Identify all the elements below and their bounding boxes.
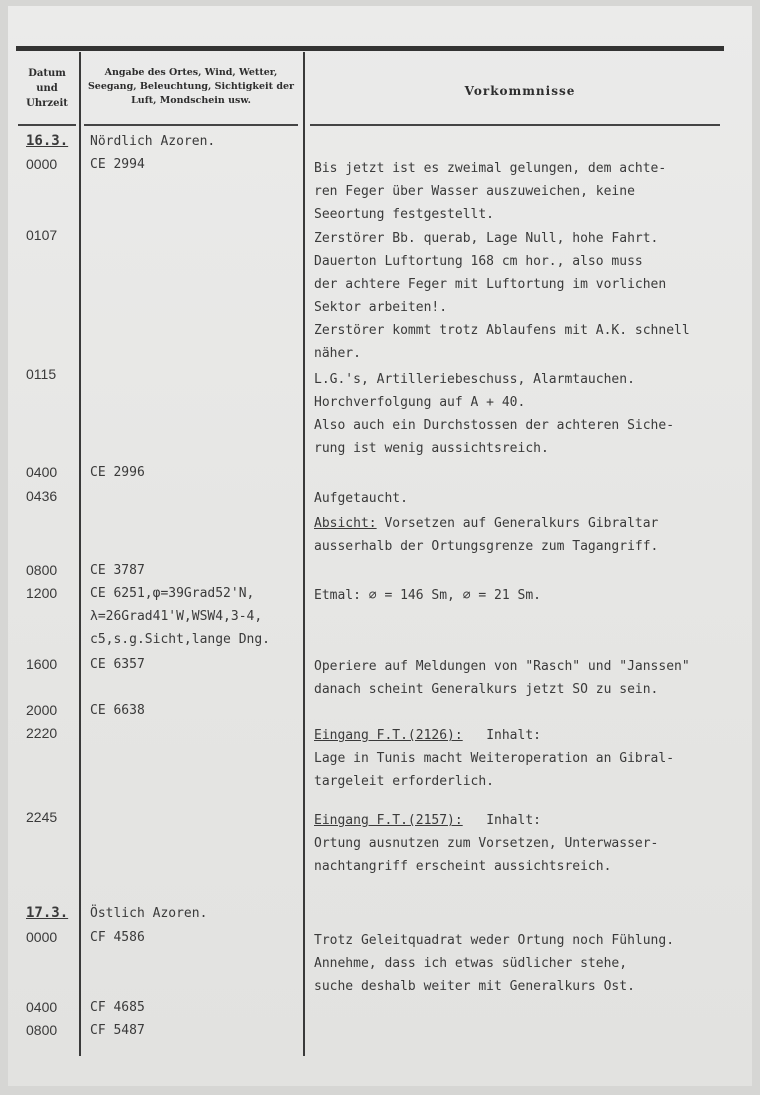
header-underline-place: [84, 124, 298, 126]
entry-text-line: Etmal: ∅ = 146 Sm, ∅ = 21 Sm.: [314, 588, 541, 603]
incoming-label: Eingang F.T.(2126):: [314, 728, 463, 743]
entry-text-line: ausserhalb der Ortungsgrenze zum Tagangriff.: [314, 539, 659, 554]
entry-time: 2220: [26, 725, 58, 741]
entry-time: 0000: [26, 156, 58, 172]
entry-time: 0400: [26, 464, 58, 480]
entry-location: CE 2996: [90, 465, 145, 480]
entry-location: CF 4685: [90, 1000, 145, 1015]
entry-location: CF 4586: [90, 930, 145, 945]
entry-time: 2000: [26, 702, 58, 718]
entry-text-line: Dauerton Luftortung 168 cm hor., also muss: [314, 254, 643, 269]
entry-text-line: Bis jetzt ist es zweimal gelungen, dem achte-: [314, 161, 667, 176]
incoming-label: Eingang F.T.(2157):: [314, 813, 463, 828]
entry-time: 0115: [26, 366, 57, 382]
entry-location: c5,s.g.Sicht,lange Dng.: [90, 632, 271, 647]
top-rule: [16, 46, 724, 51]
entry-location: CE 2994: [90, 157, 145, 172]
entry-location: CE 6357: [90, 657, 145, 672]
entry-time: 0000: [26, 929, 58, 945]
entry-text-line: Aufgetaucht.: [314, 491, 408, 506]
header-place-weather: Angabe des Ortes, Wind, Wetter, Seegang, Beleuchtung, Sichtigkeit der Luft, Mondschein usw.: [87, 67, 295, 106]
entry-location: Östlich Azoren.: [90, 906, 208, 921]
entry-text-line: Lage in Tunis macht Weiteroperation an Gibral-: [314, 751, 675, 766]
entry-text-line: nachtangriff erscheint aussichtsreich.: [314, 859, 612, 874]
header-underline-events: [310, 124, 720, 126]
entry-text-line: Zerstörer Bb. querab, Lage Null, hohe Fahrt.: [314, 231, 659, 246]
entry-text-line: Zerstörer kommt trotz Ablaufens mit A.K. schnell: [314, 323, 690, 338]
entry-text-line: Ortung ausnutzen zum Vorsetzen, Unterwasser-: [314, 836, 659, 851]
entry-text-line: Trotz Geleitquadrat weder Ortung noch Fühlung.: [314, 933, 675, 948]
entry-intent-line: [314, 516, 658, 532]
entry-text-line: L.G.'s, Artilleriebeschuss, Alarmtauchen.: [314, 372, 635, 387]
header-events: Vorkommnisse: [464, 84, 576, 98]
header-underline-date: [18, 124, 76, 126]
entry-incoming-line: [314, 813, 541, 829]
entry-text-line: der achtere Feger mit Luftortung im vorlichen: [314, 277, 667, 292]
entry-text-line: Sektor arbeiten!.: [314, 300, 448, 315]
entry-location: CE 6251,φ=39Grad52'N,: [90, 586, 255, 601]
entry-text-line: Seeortung festgestellt.: [314, 207, 495, 222]
entry-location: Nördlich Azoren.: [90, 134, 216, 149]
entry-location: λ=26Grad41'W,WSW4,3-4,: [90, 609, 263, 624]
entry-time: 0107: [26, 227, 58, 243]
entry-text-line: Operiere auf Meldungen von "Rasch" und "Janssen": [314, 659, 690, 674]
entry-time: 1600: [26, 656, 58, 672]
intent-text: Vorsetzen auf Generalkurs Gibraltar: [376, 516, 659, 531]
entry-text-line: danach scheint Generalkurs jetzt SO zu sein.: [314, 682, 659, 697]
entry-text-line: näher.: [314, 346, 361, 361]
entry-time: 0800: [26, 1022, 58, 1038]
entry-time: 0436: [26, 488, 58, 504]
column-divider-left: [79, 52, 81, 1056]
entry-time: 1200: [26, 585, 58, 601]
header-date-time: Datum und Uhrzeit: [26, 68, 68, 109]
column-divider-right: [303, 52, 305, 1056]
entry-text-line: rung ist wenig aussichtsreich.: [314, 441, 549, 456]
entry-time: 2245: [26, 809, 58, 825]
entry-location: CE 6638: [90, 703, 145, 718]
entry-location: CF 5487: [90, 1023, 145, 1038]
entry-date-16-3: 16.3.: [26, 133, 69, 149]
entry-location: CE 3787: [90, 563, 145, 578]
intent-label: Absicht:: [314, 516, 377, 531]
incoming-suffix: Inhalt:: [462, 728, 541, 743]
entry-time: 0400: [26, 999, 58, 1015]
entry-text-line: suche deshalb weiter mit Generalkurs Ost.: [314, 979, 635, 994]
entry-date-17-3: 17.3.: [26, 905, 69, 921]
incoming-suffix: Inhalt:: [462, 813, 541, 828]
entry-text-line: Annehme, dass ich etwas südlicher stehe,: [314, 956, 628, 971]
entry-incoming-line: [314, 728, 541, 744]
entry-text-line: Also auch ein Durchstossen der achteren Siche-: [314, 418, 675, 433]
entry-time: 0800: [26, 562, 58, 578]
entry-text-line: targeleit erforderlich.: [314, 774, 495, 789]
entry-text-line: ren Feger über Wasser auszuweichen, keine: [314, 184, 635, 199]
entry-text-line: Horchverfolgung auf A + 40.: [314, 395, 526, 410]
